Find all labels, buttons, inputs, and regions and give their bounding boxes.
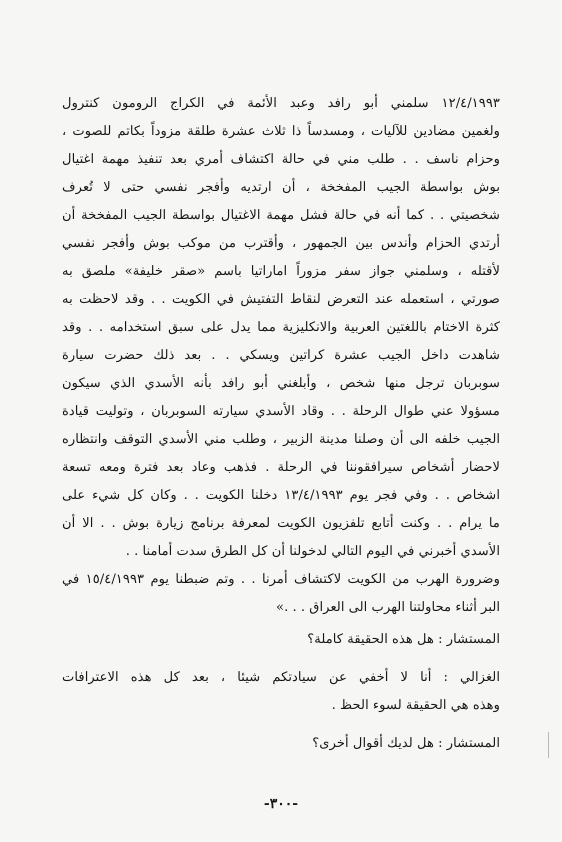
text-line: وحزام ناسف . . طلب مني في حالة اكتشاف أمري بعد تنفيذ مهمة اغتيال	[62, 152, 500, 167]
margin-mark	[548, 732, 549, 758]
text-line: صورتي ، استعمله عند التعرض لنقاط التفتيش في الكويت . . وقد لاحظت به	[62, 292, 500, 307]
text-line: كثرة الاختام باللغتين العربية والانكليزية مما يدل على سبق استخدامه . . وقد	[62, 320, 500, 335]
text-line: شخصيتي . . كما أنه في حالة فشل مهمة الاغتيال بواسطة الجيب المفخخة أن	[62, 208, 500, 223]
text-line: شاهدت داخل الجيب عشرة كراتين ويسكي . . بعد ذلك حضرت سيارة	[62, 348, 500, 363]
text-line: لاحضار أشخاص سيرافقوننا في الرحلة . فذهب وعاد بعد فترة ومعه تسعة	[62, 460, 500, 475]
dialogue-line: الغزالي : أنا لا أخفي عن سيادتكم شيئا ، بعد كل هذه الاعترافات	[62, 670, 500, 685]
text-line: اشخاص . . وفي فجر يوم ١٣/٤/١٩٩٣ دخلنا الكويت . . وكان كل شيء على	[62, 488, 500, 503]
text-line: بوش بواسطة الجيب المفخخة ، أن ارتديه وأفجر نفسي حتى لا تُعرف	[62, 180, 500, 195]
text-line: سوبربان ترجل منها شخص ، وأبلغني أبو رافد بأنه الأسدي الذي سيكون	[62, 376, 500, 391]
text-line: ولغمين مضادين للآليات ، ومسدساً ذا ثلاث عشرة طلقة مزوداً بكاتم للصوت ،	[62, 124, 500, 139]
text-line: الجيب خلفه الى أن وصلنا مدينة الزبير ، وطلب مني الأسدي التوقف وانتظاره	[62, 432, 500, 447]
text-line: لأقتله ، وسلمني جواز سفر مزوراً اماراتيا باسم «صقر خليفة» ملصق به	[62, 264, 500, 279]
text-line: وضرورة الهرب من الكويت لاكتشاف أمرنا . . وتم ضبطنا يوم ١٥/٤/١٩٩٣ في	[62, 572, 500, 587]
text-line: الأسدي أخبرني في اليوم التالي لدخولنا أن كل الطرق سدت أمامنا . .	[125, 544, 500, 559]
dialogue-line: المستشار : هل لديك أقوال أخرى؟	[312, 736, 500, 751]
text-line: البر أثناء محاولتنا الهرب الى العراق . . .»	[276, 600, 500, 615]
body-paragraph	[62, 90, 500, 622]
text-line: أرتدي الحزام وأندس بين الجمهور ، وأقترب من موكب بوش وأفجر نفسي	[62, 236, 500, 251]
dialogue-line: المستشار : هل هذه الحقيقة كاملة؟	[307, 632, 500, 647]
text-line: ما يرام . . وكنت أتابع تلفزيون الكويت لمعرفة برنامج زيارة بوش . . الا أن	[62, 516, 500, 531]
page-number: -٣٠٠-	[263, 796, 299, 812]
text-line: ١٢/٤/١٩٩٣ سلمني أبو رافد وعبد الأئمة في الكراج الرومون كنترول	[62, 96, 500, 111]
text-line: مسؤولا عني طوال الرحلة . . وقاد الأسدي سيارته السوبربان ، وتوليت قيادة	[62, 404, 500, 419]
dialogue-line: وهذه هي الحقيقة لسوء الحظ .	[331, 698, 500, 713]
dialogue-question-1	[62, 626, 500, 654]
dialogue-question-2	[62, 730, 500, 758]
dialogue-answer-1	[62, 664, 500, 720]
